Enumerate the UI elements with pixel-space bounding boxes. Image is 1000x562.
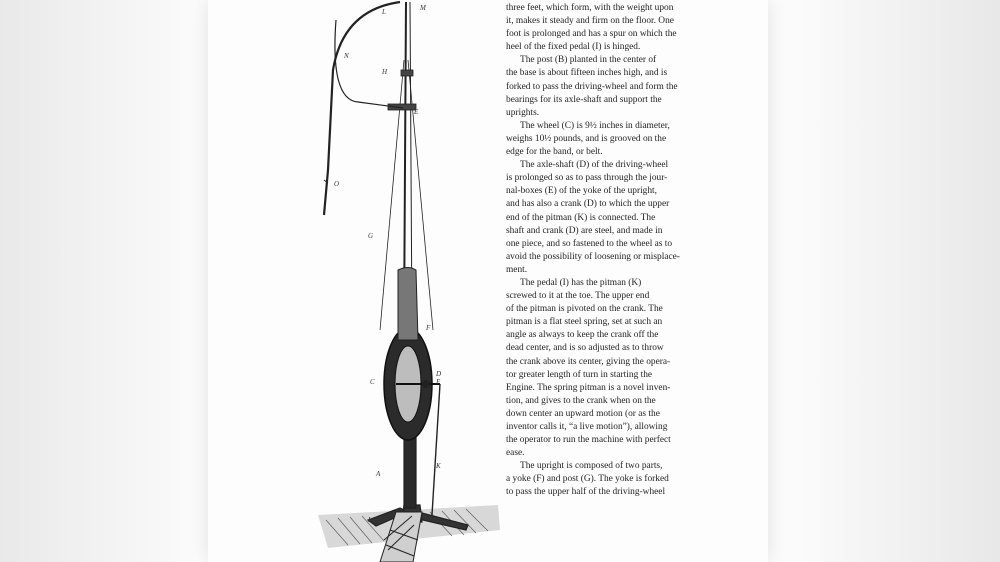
engine-illustration — [208, 0, 508, 562]
text-line: the operator to run the machine with perfect — [506, 435, 671, 446]
label-d: D — [436, 370, 442, 378]
figure-labels — [334, 4, 441, 524]
text-line: screwed to it at the toe. The upper end — [506, 291, 650, 302]
text-line: bearings for its axle-shaft and support the — [506, 94, 662, 105]
text-line: avoid the possibility of loosening or misplace- — [506, 251, 680, 262]
text-line: ment. — [506, 264, 528, 275]
text-line: foot is prolonged and has a spur on which the — [506, 29, 677, 40]
text-line: weighs 10½ pounds, and is grooved on the — [506, 133, 667, 144]
text-line: The wheel (C) is 9½ inches in diameter, — [520, 120, 670, 131]
text-line: Engine. The spring pitman is a novel inven- — [506, 382, 671, 393]
text-line: it, makes it steady and firm on the floor. One — [506, 16, 674, 27]
drive-wheel — [384, 328, 440, 440]
label-e-axle: E — [436, 378, 441, 386]
text-line: uprights. — [506, 107, 540, 118]
text-line: is prolonged so as to pass through the jour- — [506, 173, 668, 184]
label-g: G — [368, 232, 374, 240]
text-line: pitman is a flat steel spring, set at such an — [506, 317, 663, 328]
text-line: The upright is composed of two parts, — [520, 461, 663, 472]
label-m: M — [420, 4, 426, 12]
text-line: and has also a crank (D) to which the upper — [506, 199, 670, 210]
body-text-column — [506, 2, 732, 500]
label-e-top: E — [414, 108, 419, 116]
text-line: edge for the band, or belt. — [506, 147, 603, 158]
text-line: The pedal (I) has the pitman (K) — [520, 277, 642, 288]
text-line: The post (B) planted in the center of — [520, 55, 657, 66]
text-line: ease. — [506, 448, 525, 459]
text-line: tion, and gives to the crank when on the — [506, 395, 656, 406]
text-line: angle as always to keep the crank off the — [506, 330, 659, 341]
text-line: end of the pitman (K) is connected. The — [506, 212, 656, 223]
label-o: O — [334, 180, 340, 188]
text-line: to pass the upper half of the driving-wheel — [506, 487, 666, 498]
text-line: forked to pass the driving-wheel and form the — [506, 81, 678, 92]
label-a: A — [376, 470, 381, 478]
text-line: tor greater length of turn in starting the — [506, 369, 653, 380]
text-line: three feet, which form, with the weight upon — [506, 3, 674, 13]
text-line: The axle-shaft (D) of the driving-wheel — [520, 160, 669, 171]
label-i: I — [368, 516, 371, 524]
text-line: shaft and crank (D) are steel, and made in — [506, 225, 663, 236]
text-line: down center an upward motion (or as the — [506, 408, 660, 419]
text-line: the crank above its center, giving the opera- — [506, 356, 671, 367]
text-line: dead center, and is so adjusted as to throw — [506, 343, 664, 354]
label-h: H — [382, 68, 388, 76]
text-line: nal-boxes (E) of the yoke of the upright, — [506, 186, 657, 197]
label-c: C — [370, 378, 375, 386]
text-line: one piece, and so fastened to the wheel as to — [506, 238, 673, 249]
text-line: heel of the fixed pedal (I) is hinged. — [506, 42, 641, 53]
label-k: K — [436, 462, 441, 470]
text-line: a yoke (F) and post (G). The yoke is forked — [506, 474, 669, 485]
text-line: inventor calls it, “a live motion”), allowing — [506, 422, 668, 432]
book-page — [208, 0, 768, 562]
text-line: the base is about fifteen inches high, and is — [506, 68, 668, 79]
dental-engine-figure — [208, 0, 508, 562]
label-l: L — [382, 8, 386, 16]
label-n: N — [344, 52, 349, 60]
label-f: F — [426, 324, 431, 332]
text-line: of the pitman is pivoted on the crank. The — [506, 304, 663, 315]
joint-blocks — [388, 70, 416, 110]
